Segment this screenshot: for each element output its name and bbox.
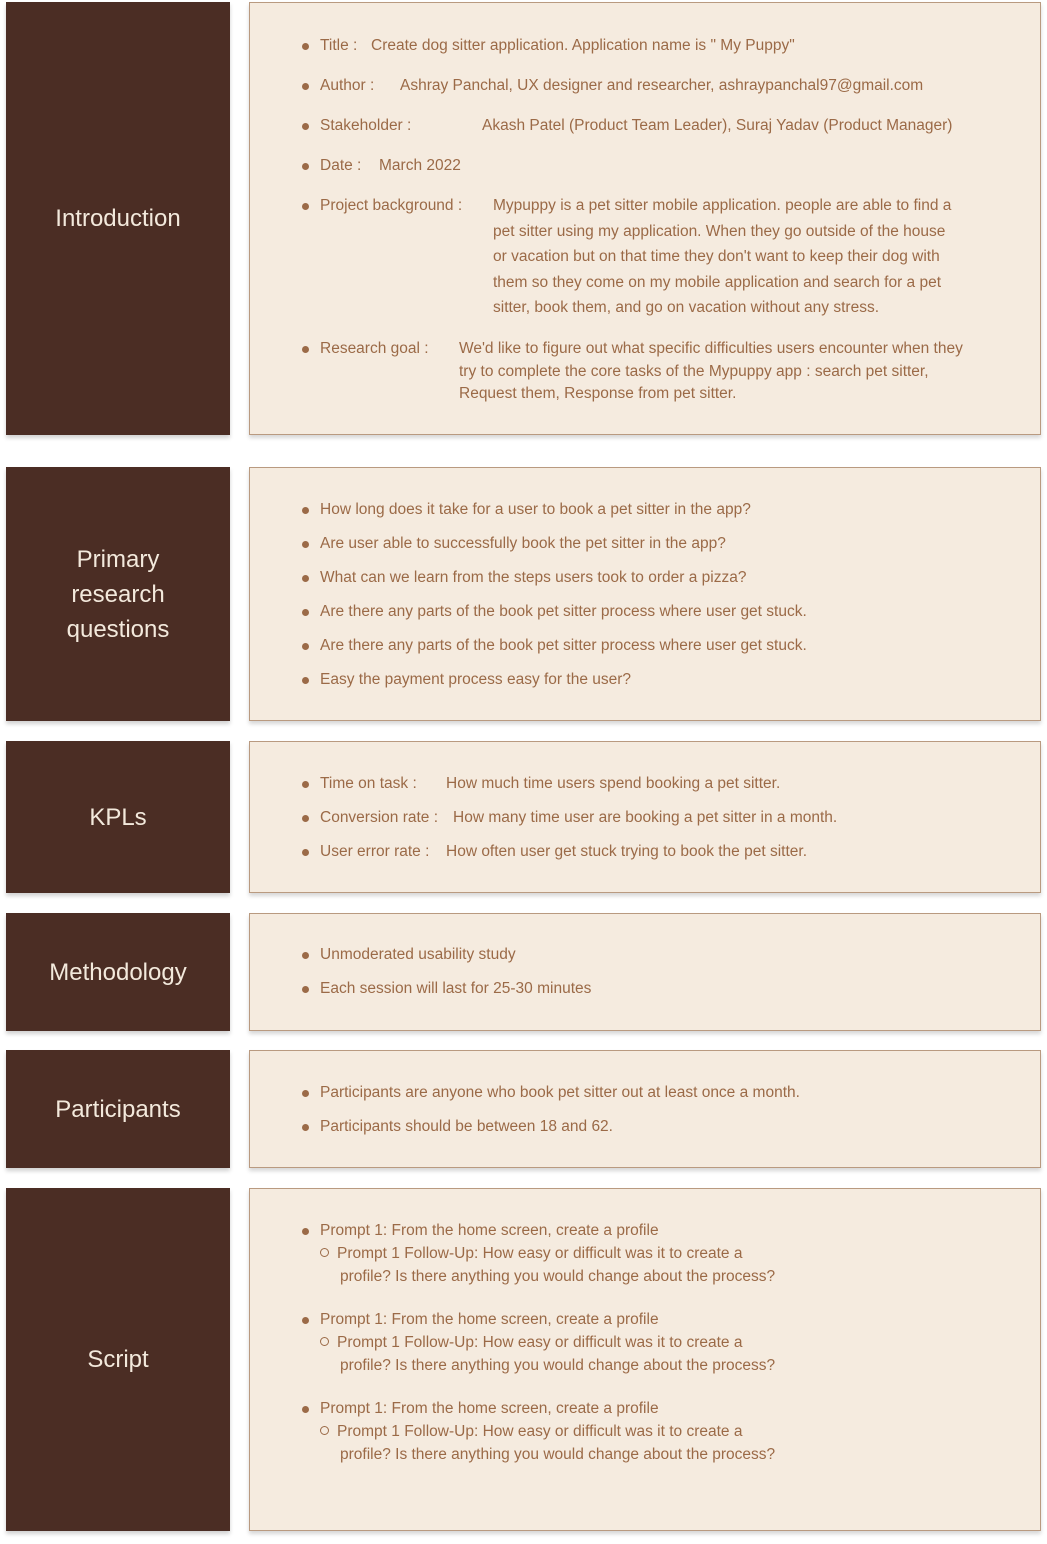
bullet-icon (302, 609, 309, 616)
questions-label-text (67, 542, 170, 647)
question-text: Are there any parts of the book pet sitter process where user get stuck. (320, 603, 807, 620)
background-line: them so they come on my mobile application and search for a pet (493, 273, 942, 291)
background-line: pet sitter using my application. When they go outside of the house (493, 222, 946, 240)
circle-bullet-icon (320, 1337, 329, 1346)
bullet-icon (302, 1317, 309, 1324)
kpl-label: Time on task : (320, 775, 417, 792)
kpl-label: User error rate : (320, 843, 430, 860)
background-line: Mypuppy is a pet sitter mobile application. people are able to find a (493, 197, 952, 214)
bullet-icon (302, 849, 309, 856)
bullet-icon (302, 643, 309, 650)
section-label-participants (6, 1050, 230, 1168)
bullet-icon (302, 123, 309, 130)
author-label: Author : (320, 77, 375, 94)
circle-bullet-icon (320, 1248, 329, 1257)
participant-text: Participants should be between 18 and 62. (320, 1118, 613, 1135)
circle-bullet-icon (320, 1426, 329, 1435)
followup-text: Prompt 1 Follow-Up: How easy or difficult was it to create a (337, 1423, 743, 1440)
background-line: or vacation but on that time they don't want to keep their dog with (493, 248, 940, 265)
followup-text: profile? Is there anything you would change about the process? (340, 1445, 776, 1463)
background-text (493, 193, 951, 321)
question-text: Easy the payment process easy for the user? (320, 671, 632, 688)
background-line: sitter, book them, and go on vacation without any stress. (493, 299, 879, 316)
stakeholder-label: Stakeholder : (320, 117, 412, 134)
goal-line: try to complete the core tasks of the Mypuppy app : search pet sitter, (459, 362, 929, 380)
bullet-icon (302, 203, 309, 210)
methodology-label-text: Methodology (49, 958, 187, 986)
stakeholder-value: Akash Patel (Product Team Leader), Suraj Yadav (Product Manager) (482, 117, 953, 134)
kpl-value: How often user get stuck trying to book the pet sitter. (446, 843, 807, 860)
kpl-value: How much time users spend booking a pet sitter. (446, 775, 781, 792)
bullet-icon (302, 541, 309, 548)
bullet-icon (302, 677, 309, 684)
followup-text: Prompt 1 Follow-Up: How easy or difficult was it to create a (337, 1245, 743, 1262)
bullet-icon (302, 1406, 309, 1413)
question-text: How long does it take for a user to book a pet sitter in the app? (320, 501, 751, 518)
bullet-icon (302, 346, 309, 353)
methodology-text: Unmoderated usability study (320, 946, 516, 963)
question-text: What can we learn from the steps users took to order a pizza? (320, 569, 747, 586)
questions-label-line: Primary (76, 545, 160, 573)
questions-card (249, 467, 1041, 721)
script-label-text: Script (87, 1346, 149, 1373)
bullet-icon (302, 1090, 309, 1097)
question-text: Are there any parts of the book pet sitter process where user get stuck. (320, 637, 807, 654)
bullet-icon (302, 163, 309, 170)
bullet-icon (302, 1124, 309, 1131)
bullet-icon (302, 986, 309, 993)
methodology-card (249, 913, 1041, 1031)
background-label: Project background : (320, 197, 463, 214)
bullet-icon (302, 1228, 309, 1235)
bullet-icon (302, 781, 309, 788)
participants-card (249, 1050, 1041, 1168)
section-label-script (6, 1188, 230, 1531)
date-label: Date : (320, 157, 362, 174)
participant-text: Participants are anyone who book pet sitter out at least once a month. (320, 1084, 800, 1101)
prompt-text: Prompt 1: From the home screen, create a profile (320, 1400, 659, 1417)
participants-label-text: Participants (55, 1095, 181, 1123)
section-label-kpls (6, 741, 230, 893)
kpls-label-text: KPLs (89, 803, 147, 831)
goal-line: Request them, Response from pet sitter. (459, 385, 737, 402)
section-label-questions (6, 467, 230, 721)
kpl-label: Conversion rate : (320, 809, 439, 826)
question-text: Are user able to successfully book the pet sitter in the app? (320, 535, 726, 552)
title-label: Title : (320, 37, 358, 54)
introduction-card (249, 2, 1041, 435)
introduction-label-text: Introduction (55, 205, 181, 232)
kpls-card (249, 741, 1041, 893)
goal-text (459, 338, 963, 406)
bullet-icon (302, 952, 309, 959)
bullet-icon (302, 83, 309, 90)
prompt-text: Prompt 1: From the home screen, create a profile (320, 1311, 659, 1328)
methodology-text: Each session will last for 25-30 minutes (320, 980, 592, 997)
kpl-value: How many time user are booking a pet sitter in a month. (453, 809, 838, 826)
followup-text: profile? Is there anything you would change about the process? (340, 1267, 776, 1285)
followup-text: profile? Is there anything you would change about the process? (340, 1356, 776, 1374)
bullet-icon (302, 43, 309, 50)
bullet-icon (302, 507, 309, 514)
questions-label-line: questions (66, 615, 170, 643)
goal-label: Research goal : (320, 340, 429, 357)
title-value: Create dog sitter application. Application name is " My Puppy" (371, 37, 795, 54)
followup-text: Prompt 1 Follow-Up: How easy or difficult was it to create a (337, 1334, 743, 1351)
prompt-text: Prompt 1: From the home screen, create a profile (320, 1222, 659, 1239)
script-card (249, 1188, 1041, 1531)
date-value: March 2022 (379, 157, 461, 174)
bullet-icon (302, 815, 309, 822)
author-value: Ashray Panchal, UX designer and researcher, ashraypanchal97@gmail.com (400, 77, 924, 94)
bullet-icon (302, 575, 309, 582)
questions-label-line: research (71, 580, 165, 608)
section-label-introduction (6, 2, 230, 435)
section-label-methodology (6, 913, 230, 1031)
goal-line: We'd like to figure out what specific difficulties users encounter when they (459, 340, 963, 357)
